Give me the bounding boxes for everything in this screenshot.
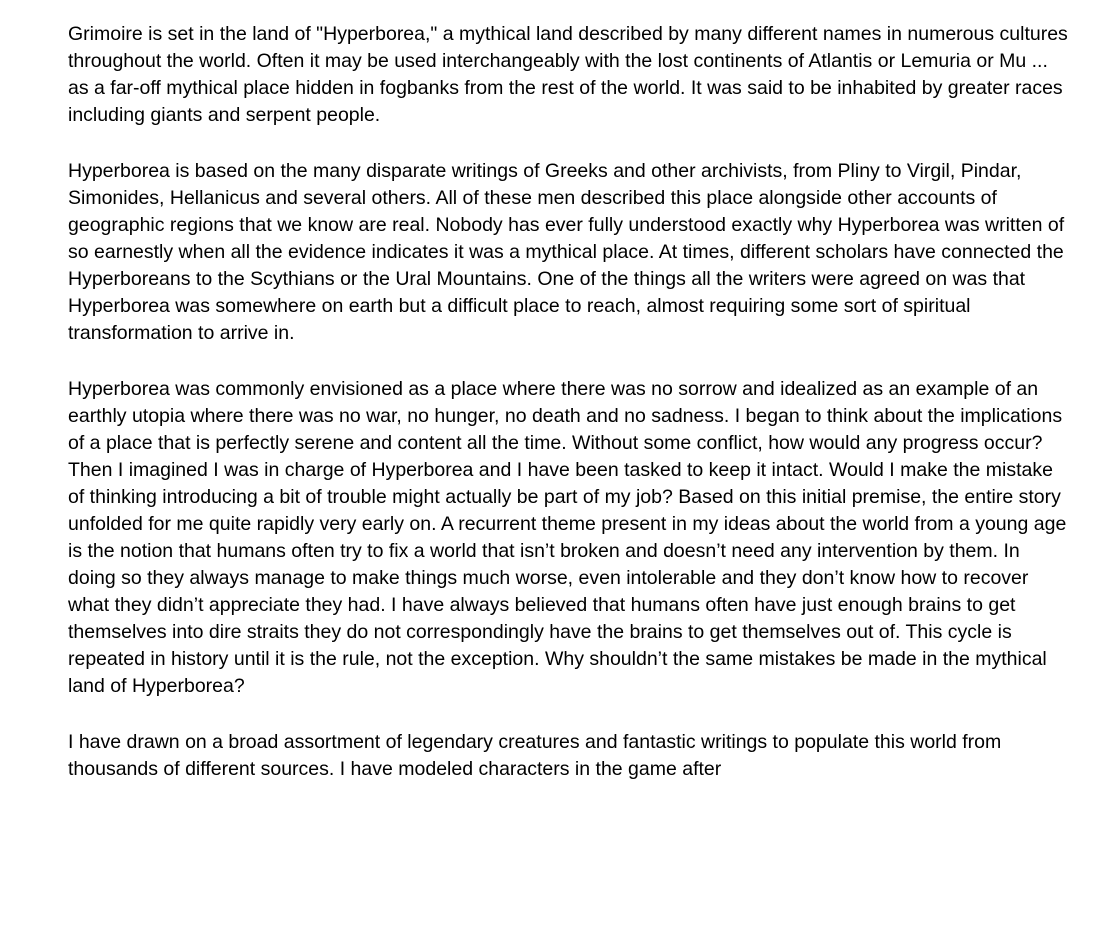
paragraph-hyperborea-intro: Grimoire is set in the land of "Hyperborea," a mythical land described by many different names in numerous cultures throughout the world. Often it may be used interchangeably with the lost continents of Atlantis or Lemuria or Mu ... as a far-off mythical place hidden in fogbanks from the rest of the world. It was said to be inhabited by greater races including giants and serpent people. bbox=[68, 23, 1068, 126]
paragraph-utopia-premise: Hyperborea was commonly envisioned as a place where there was no sorrow and idealized as an example of an earthly utopia where there was no war, no hunger, no death and no sadness. I began to think about the implications of a place that is perfectly serene and content all the time. Without some conflict, how would any progress occur? Then I imagined I was in charge of Hyperborea and I have been tasked to keep it intact. Would I make the mistake of thinking introducing a bit of trouble might actually be part of my job? Based on this initial premise, the entire story unfolded for me quite rapidly very early on. A recurrent theme present in my ideas about the world from a young age is the notion that humans often try to fix a world that isn’t broken and doesn’t need any intervention by them. In doing so they always manage to make things much worse, even intolerable and they don’t know how to recover what they didn’t appreciate they had. I have always believed that humans often have just enough brains to get themselves into dire straits they do not correspondingly have the brains to get themselves out of. This cycle is repeated in history until it is the rule, not the exception. Why shouldn’t the same mistakes be made in the mythical land of Hyperborea? bbox=[68, 378, 1067, 697]
paragraph-legendary-creatures: I have drawn on a broad assortment of legendary creatures and fantastic writings to populate this world from thousands of different sources. I have modeled characters in the game after bbox=[68, 731, 1002, 780]
paragraph-greek-writings: Hyperborea is based on the many disparate writings of Greeks and other archivists, from Pliny to Virgil, Pindar, Simonides, Hellanicus and several others. All of these men described this place alongside other accounts of geographic regions that we know are real. Nobody has ever fully understood exactly why Hyperborea was written of so earnestly when all the evidence indicates it was a mythical place. At times, different scholars have connected the Hyperboreans to the Scythians or the Ural Mountains. One of the things all the writers were agreed on was that Hyperborea was somewhere on earth but a difficult place to reach, almost requiring some sort of spiritual transformation to arrive in. bbox=[68, 160, 1065, 344]
